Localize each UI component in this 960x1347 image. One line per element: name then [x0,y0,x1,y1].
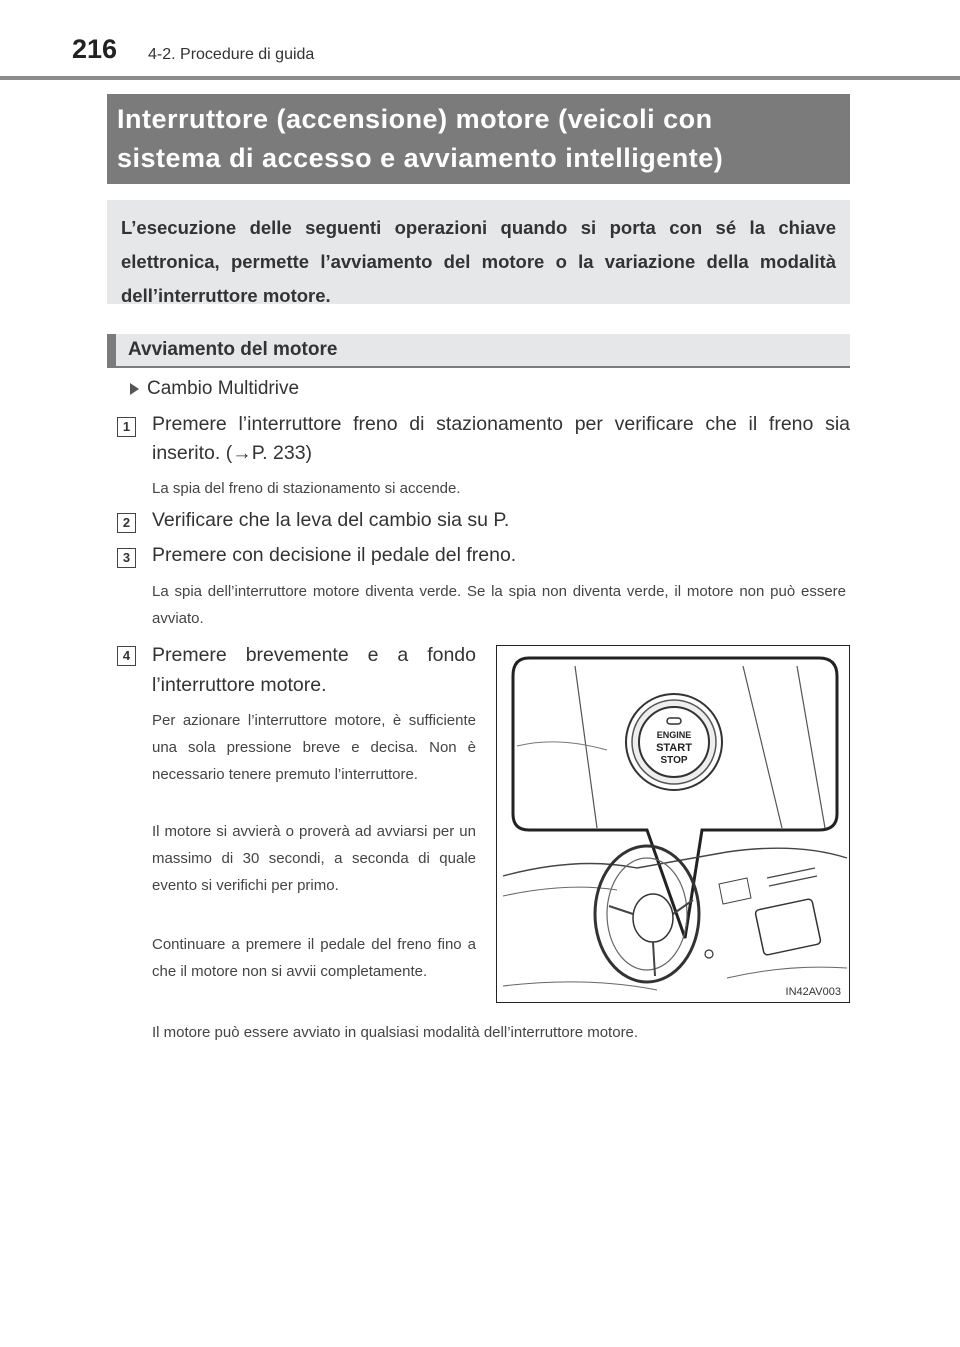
step-4-note-3: Continuare a premere il pedale del freno fino a che il motore non si avvii completamente. [152,936,476,980]
triangle-bullet-icon [130,383,139,395]
intro-box: L’esecuzione delle seguenti operazioni quando si porta con sé la chiave elettronica, permette l’avviamento del motore o la variazione della modalità dell’interruttore motore. [107,200,850,304]
step-3-text: Premere con decisione il pedale del freno. [152,544,517,566]
step-number-2: 2 [117,513,136,533]
title-line-2: sistema di accesso e avviamento intelligente) [117,143,724,173]
title-line-1: Interruttore (accensione) motore (veicoli con [117,104,713,134]
page-number: 216 [72,34,118,64]
step-1-text: Premere l’interruttore freno di stazionamento per verificare che il freno sia inserito. (→P. 233) [152,413,850,464]
step-4-note-2: Il motore si avvierà o proverà ad avviarsi per un massimo di 30 secondi, a seconda di quale evento si verifichi per primo. [152,823,476,894]
section-label: 4-2. Procedure di guida [148,46,315,63]
step-number-1: 1 [117,417,136,437]
step-2-text: Verificare che la leva del cambio sia su P. [152,509,510,531]
bullet-line [130,378,299,400]
step-4-text: Premere brevemente e a fondo l’interruttore motore. [152,644,476,696]
engine-start-button-icon [626,694,722,790]
sub-heading: Avviamento del motore [107,334,850,368]
step-3-note: La spia dell’interruttore motore diventa verde. Se la spia non diventa verde, il motore non può essere avviato. [152,583,846,627]
bullet-text: Cambio Multidrive [147,378,300,399]
header-rule [0,76,960,80]
button-label-stop: STOP [660,755,688,766]
title-band [107,94,850,184]
step-number-4: 4 [117,646,136,666]
step-number-3: 3 [117,548,136,568]
button-label-start: START [656,742,692,754]
figure-code: IN42AV003 [785,986,841,998]
final-note: Il motore può essere avviato in qualsiasi modalità dell’interruttore motore. [152,1024,639,1041]
step-4-note-1: Per azionare l’interruttore motore, è sufficiente una sola pressione breve e decisa. Non è necessario tenere premuto l’interruttore. [152,712,476,783]
dashboard-illustration [496,645,850,1003]
step-1-note: La spia del freno di stazionamento si accende. [152,480,461,497]
button-label-engine: ENGINE [656,730,692,740]
